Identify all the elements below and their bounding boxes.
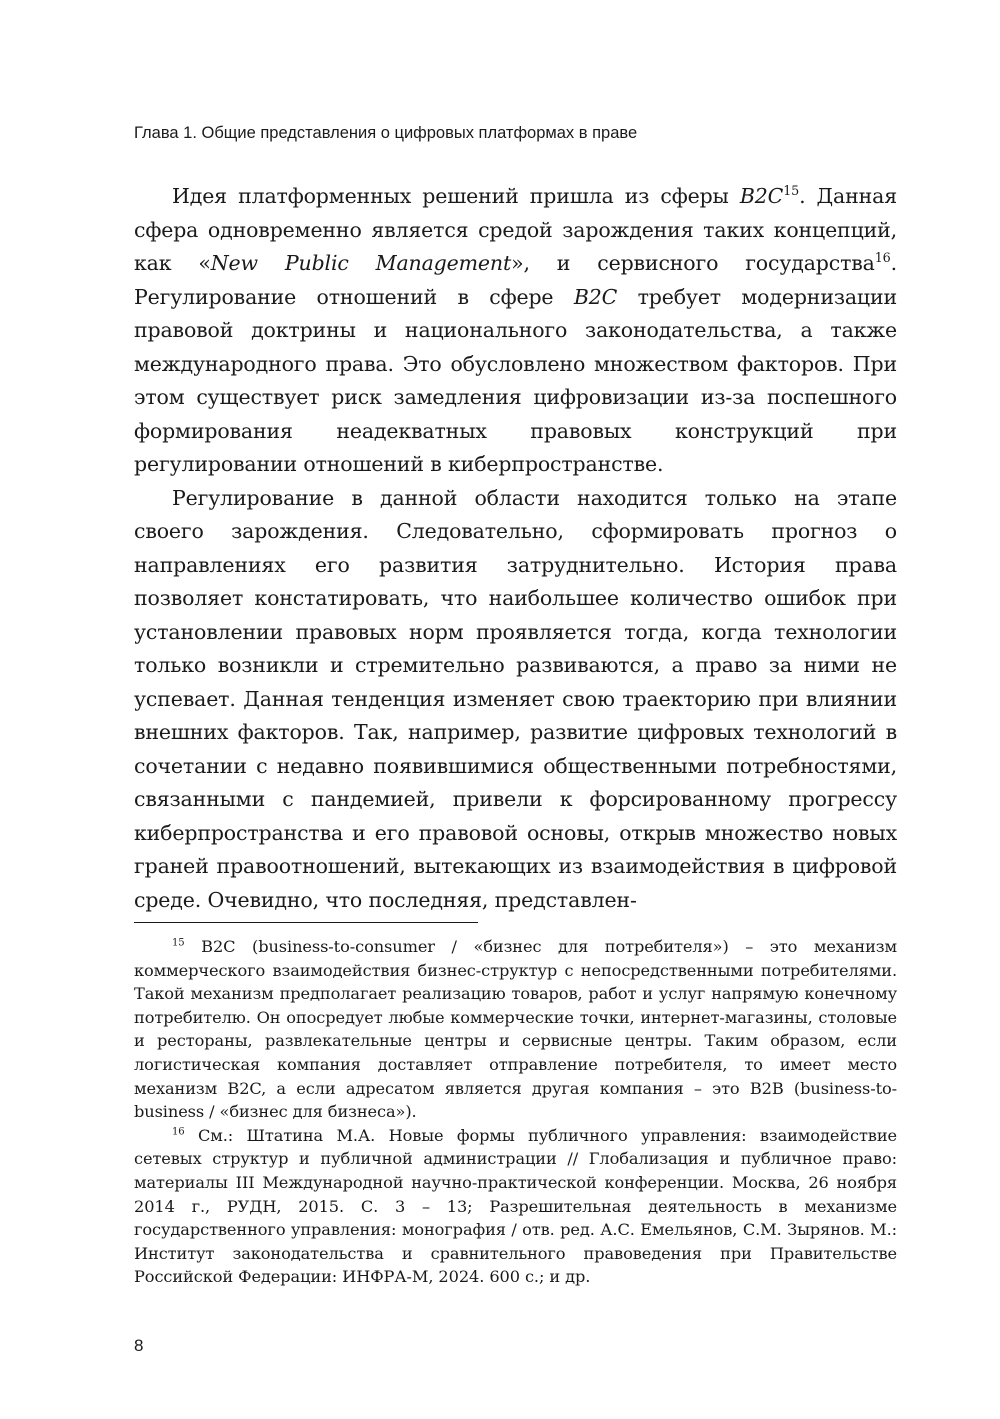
footnote-ref-16[interactable]: 16 [874,250,891,266]
paragraph-1-text: . Данная сфера одновременно является средой зарождения таких концепций, как « [134,184,898,275]
running-head: Глава 1. Общие представления о цифровых платформах в праве [134,124,638,142]
term-b2c: B2C [573,284,618,309]
paragraph-1 [134,180,897,482]
term-b2c: B2C [739,184,784,208]
footnote-number: 15 [172,937,185,949]
footnotes [134,935,897,1289]
main-text [134,180,897,917]
footnote-ref-15[interactable]: 15 [783,183,800,199]
paragraph-1-text: Идея платформенных решений пришла из сферы [172,184,740,208]
term-new-public-management: New Public Management [210,251,512,275]
paragraph-1-text: требует модернизации правовой доктрины и национального законодательства, а также международного права. Это обусловлено множеством факторов. При этом существует риск замедления цифровизации из-за поспешного формирования неадекватных правовых конструкций при регулировании отношений в киберпространстве. [134,284,897,476]
footnote-divider [134,922,478,923]
paragraph-1-text: . Регулирование отношений в сфере [134,251,897,309]
paragraph-2: Регулирование в данной области находится только на этапе своего зарождения. Следовательно, сформировать прогноз о направлениях его развития затруднительно. История права позволяет констатировать, что наибольшее количество ошибок при установлении правовых норм проявляется тогда, когда технологии только возникли и стремительно развиваются, а право за ними не успевает. Данная тенденция изменяет свою траекторию при влиянии внешних факторов. Так, например, развитие цифровых технологий в сочетании с недавно появившимися общественными потребностями, связанными с пандемией, привели к форсированному прогрессу киберпространства и его правовой основы, открыв множество новых граней правоотношений, вытекающих из взаимодействия в цифровой среде. Очевидно, что последняя, представлен- [134,485,897,912]
footnote-text: B2C (business-to-consumer / «бизнес для потребителя») – это механизм коммерческого взаимодействия бизнес-структур с непосредственными потребителями. Такой механизм предполагает реализацию товаров, работ и услуг напрямую конечному потребителю. Он опосредует любые коммерческие точки, интернет-магазины, столовые и рестораны, развлекательные центры и сервисные центры. Таким образом, если логистическая компания доставляет отправление потребителя, то имеет место механизм B2C, а если адресатом является другая компания – это B2B (business-to-business / «бизнес для бизнеса»). [134,937,897,1122]
footnote-number: 16 [172,1126,185,1138]
page-number: 8 [134,1336,144,1355]
paragraph-1-text: », и сервисного государства [511,251,875,275]
footnote-16 [134,1124,897,1289]
footnote-text: См.: Штатина М.А. Новые формы публичного управления: взаимодействие сетевых структур и публичной администрации // Глобализация и публичное право: материалы III Международной научно-практической конференции. Москва, 26 ноября 2014 г., РУДН, 2015. С. 3 – 13; Разрешительная деятельность в механизме государственного управления: монография / отв. ред. А.С. Емельянов, С.М. Зырянов. М.: Институт законодательства и сравнительного правоведения при Правительстве Российской Федерации: ИНФРА-М, 2024. 600 с.; и др. [134,1125,897,1287]
footnote-15 [134,935,897,1124]
